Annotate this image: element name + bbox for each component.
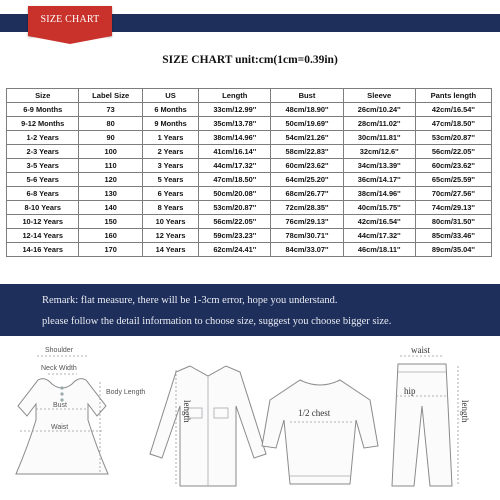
table-cell: 6 Years <box>142 187 198 201</box>
diagram-canvas <box>0 336 500 500</box>
table-cell: 53cm/20.87'' <box>199 201 271 215</box>
table-cell: 47cm/18.50'' <box>199 173 271 187</box>
table-cell: 56cm/22.05'' <box>415 145 491 159</box>
dress-bust-label: Bust <box>53 402 68 409</box>
table-cell: 9 Months <box>142 117 198 131</box>
table-cell: 160 <box>79 229 142 243</box>
table-cell: 10 Years <box>142 215 198 229</box>
table-cell: 40cm/15.75'' <box>343 201 415 215</box>
pants-hip-label: hip <box>404 386 416 396</box>
table-cell: 6-9 Months <box>7 103 79 117</box>
table-cell: 100 <box>79 145 142 159</box>
table-header-row <box>7 89 492 103</box>
table-cell: 2 Years <box>142 145 198 159</box>
shirt-length-label: length <box>182 400 192 423</box>
table-cell: 46cm/18.11'' <box>343 243 415 257</box>
table-cell: 60cm/23.62'' <box>271 159 343 173</box>
table-cell: 50cm/19.69'' <box>271 117 343 131</box>
table-cell: 28cm/11.02'' <box>343 117 415 131</box>
table-cell: 80 <box>79 117 142 131</box>
table-cell: 78cm/30.71'' <box>271 229 343 243</box>
column-header: Sleeve <box>343 89 415 103</box>
table-cell: 8 Years <box>142 201 198 215</box>
remark-line-1: Remark: flat measure, there will be 1-3cm error, hope you understand. <box>42 295 338 306</box>
dress-body-length-label: Body Length <box>106 389 146 396</box>
table-row <box>7 215 492 229</box>
table-cell: 58cm/22.83'' <box>271 145 343 159</box>
column-header: Length <box>199 89 271 103</box>
dress-neck-width-label: Neck Width <box>41 365 77 372</box>
table-cell: 76cm/29.13'' <box>271 215 343 229</box>
table-row <box>7 201 492 215</box>
pants-outline-icon <box>392 364 452 486</box>
table-cell: 85cm/33.46'' <box>415 229 491 243</box>
table-cell: 65cm/25.59'' <box>415 173 491 187</box>
table-cell: 89cm/35.04'' <box>415 243 491 257</box>
size-chart-tag-label: SIZE CHART <box>40 14 100 25</box>
table-cell: 56cm/22.05'' <box>199 215 271 229</box>
shirt-diagram <box>150 366 266 486</box>
table-cell: 53cm/20.87'' <box>415 131 491 145</box>
table-cell: 5 Years <box>142 173 198 187</box>
table-row <box>7 145 492 159</box>
table-row <box>7 229 492 243</box>
column-header: Label Size <box>79 89 142 103</box>
table-cell: 32cm/12.6'' <box>343 145 415 159</box>
column-header: Size <box>7 89 79 103</box>
table-cell: 14 Years <box>142 243 198 257</box>
table-cell: 68cm/26.77'' <box>271 187 343 201</box>
table-body <box>7 103 492 257</box>
table-cell: 12-14 Years <box>7 229 79 243</box>
table-cell: 26cm/10.24'' <box>343 103 415 117</box>
table-cell: 33cm/12.99'' <box>199 103 271 117</box>
table-row <box>7 131 492 145</box>
table-cell: 36cm/14.17'' <box>343 173 415 187</box>
table-row <box>7 173 492 187</box>
table-row <box>7 159 492 173</box>
table-cell: 170 <box>79 243 142 257</box>
table-cell: 60cm/23.62'' <box>415 159 491 173</box>
remark-line-2: please follow the detail information to choose size, suggest you choose bigger size. <box>42 316 392 327</box>
pants-length-label: length <box>460 400 470 423</box>
table-cell: 30cm/11.81'' <box>343 131 415 145</box>
table-cell: 80cm/31.50'' <box>415 215 491 229</box>
table-cell: 54cm/21.26'' <box>271 131 343 145</box>
table-cell: 59cm/23.23'' <box>199 229 271 243</box>
table-cell: 110 <box>79 159 142 173</box>
table-cell: 120 <box>79 173 142 187</box>
table-cell: 3-5 Years <box>7 159 79 173</box>
page-title: SIZE CHART unit:cm(1cm=0.39in) <box>162 54 338 66</box>
table-cell: 1-2 Years <box>7 131 79 145</box>
sweater-diagram <box>262 380 378 484</box>
table-cell: 150 <box>79 215 142 229</box>
table-row <box>7 117 492 131</box>
pants-diagram <box>392 345 470 486</box>
table-cell: 1 Years <box>142 131 198 145</box>
sweater-outline-icon <box>262 380 378 484</box>
table-cell: 48cm/18.90'' <box>271 103 343 117</box>
table-cell: 35cm/13.78'' <box>199 117 271 131</box>
remark-band <box>0 284 500 336</box>
table-cell: 130 <box>79 187 142 201</box>
dress-shoulder-label: Shoulder <box>45 347 74 354</box>
header-band <box>0 0 500 34</box>
table-row <box>7 243 492 257</box>
table-cell: 34cm/13.39'' <box>343 159 415 173</box>
column-header: Pants length <box>415 89 491 103</box>
table-cell: 6 Months <box>142 103 198 117</box>
table-cell: 50cm/20.08'' <box>199 187 271 201</box>
table-cell: 64cm/25.20'' <box>271 173 343 187</box>
pants-waist-label: waist <box>411 345 430 355</box>
table-cell: 8-10 Years <box>7 201 79 215</box>
table-cell: 9-12 Months <box>7 117 79 131</box>
table-cell: 84cm/33.07'' <box>271 243 343 257</box>
column-header: US <box>142 89 198 103</box>
table-cell: 38cm/14.96'' <box>199 131 271 145</box>
measurement-diagrams <box>0 336 500 500</box>
table-cell: 73 <box>79 103 142 117</box>
size-table <box>6 88 492 257</box>
table-cell: 47cm/18.50'' <box>415 117 491 131</box>
table-cell: 42cm/16.54'' <box>415 103 491 117</box>
table-cell: 3 Years <box>142 159 198 173</box>
table-cell: 6-8 Years <box>7 187 79 201</box>
dress-waist-label: Waist <box>51 424 69 431</box>
table-cell: 12 Years <box>142 229 198 243</box>
column-header: Bust <box>271 89 343 103</box>
table-cell: 41cm/16.14'' <box>199 145 271 159</box>
table-cell: 44cm/17.32'' <box>343 229 415 243</box>
table-cell: 10-12 Years <box>7 215 79 229</box>
table-cell: 14-16 Years <box>7 243 79 257</box>
table-cell: 70cm/27.56'' <box>415 187 491 201</box>
table-cell: 72cm/28.35'' <box>271 201 343 215</box>
table-cell: 140 <box>79 201 142 215</box>
table-row <box>7 103 492 117</box>
dress-diagram <box>16 347 145 474</box>
table-cell: 74cm/29.13'' <box>415 201 491 215</box>
table-cell: 2-3 Years <box>7 145 79 159</box>
table-cell: 5-6 Years <box>7 173 79 187</box>
sweater-chest-label: 1/2 chest <box>298 408 331 418</box>
table-cell: 38cm/14.96'' <box>343 187 415 201</box>
table-cell: 90 <box>79 131 142 145</box>
table-row <box>7 187 492 201</box>
size-chart-tag <box>28 6 112 36</box>
table-cell: 44cm/17.32'' <box>199 159 271 173</box>
table-cell: 42cm/16.54'' <box>343 215 415 229</box>
table-cell: 62cm/24.41'' <box>199 243 271 257</box>
